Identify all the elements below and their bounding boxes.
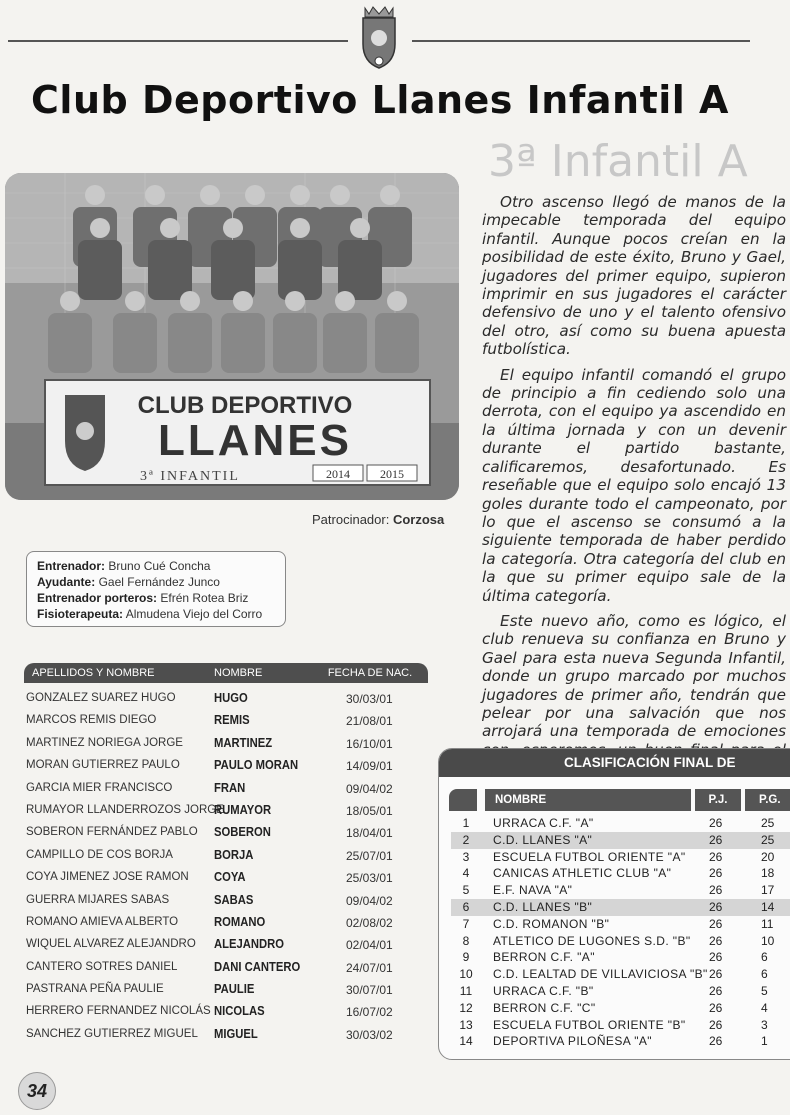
player-full-name: CAMPILLO DE COS BORJA xyxy=(26,848,173,861)
classification-row xyxy=(451,882,790,899)
team-name: CANICAS ATHLETIC CLUB "A" xyxy=(493,866,672,881)
roster-row xyxy=(26,800,426,822)
team-won: 25 xyxy=(761,816,775,830)
classification-title: CLASIFICACIÓN FINAL DE xyxy=(439,749,790,777)
player-short-name: BORJA xyxy=(214,847,254,862)
player-birth-date: 02/04/01 xyxy=(346,938,393,953)
page-title: Club Deportivo Llanes Infantil A xyxy=(31,78,729,122)
banner-season-b: 2015 xyxy=(380,467,404,481)
player-full-name: MARTINEZ NORIEGA JORGE xyxy=(26,736,183,749)
team-played: 26 xyxy=(709,916,723,931)
roster-row xyxy=(26,1001,426,1023)
player-figure-body xyxy=(48,313,92,373)
player-short-name: ALEJANDRO xyxy=(214,937,285,952)
player-figure-body xyxy=(338,240,382,300)
roster-header-full-name xyxy=(24,663,202,683)
classification-row xyxy=(451,949,790,966)
player-short-name: FRAN xyxy=(214,780,246,795)
player-birth-date: 16/07/02 xyxy=(346,1005,393,1020)
team-won: 1 xyxy=(761,1034,768,1049)
club-crest-icon xyxy=(355,4,403,70)
team-position: 7 xyxy=(462,916,470,931)
team-won: 6 xyxy=(761,967,768,982)
team-won: 20 xyxy=(761,849,775,864)
team-position: 6 xyxy=(462,899,470,914)
sponsor-label: Patrocinador: xyxy=(312,512,390,527)
classification-row xyxy=(451,899,790,916)
classification-row xyxy=(451,983,790,1000)
classification-row xyxy=(451,933,790,950)
team-name: BERRON C.F. "C" xyxy=(493,1000,596,1015)
player-figure-body xyxy=(148,240,192,300)
player-figure-body xyxy=(168,313,212,373)
roster-row xyxy=(26,733,426,755)
classification-header-pg-label: P.G. xyxy=(759,794,781,806)
player-full-name: GUERRA MIJARES SABAS xyxy=(26,893,170,906)
classification-header-name xyxy=(485,789,691,811)
intro-text xyxy=(482,193,786,785)
intro-paragraph-2: El equipo infantil comandó el grupo de principio a fin cediendo solo una derrota, con el equipo ya ascendido en la última jornada y con un devenir durante el partido bastante, calificaremos, desafortunado. Es reseñable que el equipo solo encajó 13 goles durante todo el campeonato, por lo que el ascenso se consumó a la siguiente temporada de haber perdido la categoría. Otra categoría del club en la que su primer equipo sale de la última categoría. xyxy=(482,365,786,605)
player-full-name: GARCIA MIER FRANCISCO xyxy=(26,781,173,794)
player-figure-head xyxy=(290,218,310,238)
player-short-name: REMIS xyxy=(214,713,250,728)
team-played: 26 xyxy=(709,983,723,998)
player-figure-head xyxy=(285,291,305,311)
classification-table xyxy=(451,815,790,1050)
roster-header-dob xyxy=(312,663,428,683)
staff-row xyxy=(37,574,279,590)
player-short-name: PAULO MORAN xyxy=(214,758,299,773)
team-name: BERRON C.F. "A" xyxy=(493,950,595,965)
team-position: 13 xyxy=(459,1017,473,1032)
team-name: DEPORTIVA PILOÑESA "A" xyxy=(493,1034,652,1049)
team-won: 18 xyxy=(761,866,775,881)
player-full-name: PASTRANA PEÑA PAULIE xyxy=(26,983,164,996)
player-short-name: ROMANO xyxy=(214,914,266,929)
team-won: 5 xyxy=(761,983,768,998)
banner-club-deportivo: CLUB DEPORTIVO xyxy=(137,392,353,419)
team-position: 5 xyxy=(462,883,470,898)
header-rule-left xyxy=(8,40,348,42)
player-figure-body xyxy=(375,313,419,373)
team-position: 14 xyxy=(459,1034,473,1049)
player-short-name: NICOLAS xyxy=(214,1004,265,1019)
player-birth-date: 25/03/01 xyxy=(346,871,393,886)
team-won: 6 xyxy=(761,950,768,965)
player-figure-head xyxy=(387,291,407,311)
player-short-name: HUGO xyxy=(214,691,248,705)
team-name: C.D. LLANES "A" xyxy=(493,832,593,847)
team-photo-illustration xyxy=(5,173,459,500)
roster-row xyxy=(26,755,426,777)
staff-role: Ayudante: xyxy=(37,575,96,589)
header-rule-right xyxy=(412,40,750,42)
player-figure-head xyxy=(145,185,165,205)
player-birth-date: 24/07/01 xyxy=(346,960,393,975)
player-birth-date: 18/04/01 xyxy=(346,826,393,841)
team-played: 26 xyxy=(709,1017,723,1032)
player-full-name: SOBERON FERNÁNDEZ PABLO xyxy=(26,826,198,839)
player-full-name: CANTERO SOTRES DANIEL xyxy=(26,960,178,973)
player-birth-date: 09/04/02 xyxy=(346,781,393,796)
classification-row xyxy=(451,916,790,933)
team-won: 25 xyxy=(761,832,775,847)
team-name: ESCUELA FUTBOL ORIENTE "B" xyxy=(493,1017,686,1032)
classification-header-name-label: NOMBRE xyxy=(495,794,547,806)
team-position: 2 xyxy=(462,832,470,847)
team-played: 26 xyxy=(709,816,723,830)
player-birth-date: 14/09/01 xyxy=(346,759,393,774)
player-figure-head xyxy=(330,185,350,205)
player-birth-date: 25/07/01 xyxy=(346,848,393,863)
staff-row xyxy=(37,606,279,622)
staff-name: Gael Fernández Junco xyxy=(98,575,220,589)
team-won: 10 xyxy=(761,933,775,948)
sponsor-line xyxy=(312,512,444,527)
team-name: URRACA C.F. "B" xyxy=(493,983,594,998)
team-won: 11 xyxy=(761,916,774,931)
player-figure-head xyxy=(245,185,265,205)
team-won: 3 xyxy=(761,1017,768,1032)
classification-header-pj-label: P.J. xyxy=(708,794,728,806)
player-figure-body xyxy=(113,313,157,373)
player-figure-body xyxy=(323,313,367,373)
player-birth-date: 30/03/01 xyxy=(346,692,393,706)
player-full-name: ROMANO AMIEVA ALBERTO xyxy=(26,915,179,928)
classification-box xyxy=(438,748,790,1060)
player-figure-head xyxy=(290,185,310,205)
roster-header-name xyxy=(200,663,320,683)
banner-llanes: LLANES xyxy=(158,416,352,465)
classification-row xyxy=(451,849,790,866)
roster-row xyxy=(26,957,426,979)
classification-header-pos xyxy=(449,789,477,811)
player-birth-date: 02/08/02 xyxy=(346,915,393,930)
team-position: 11 xyxy=(459,983,473,998)
player-figure-head xyxy=(200,185,220,205)
roster-row xyxy=(26,934,426,956)
classification-row xyxy=(451,865,790,882)
player-figure-head xyxy=(160,218,180,238)
team-played: 26 xyxy=(709,1000,723,1015)
player-short-name: RUMAYOR xyxy=(214,802,272,817)
classification-row xyxy=(451,1033,790,1050)
player-figure-body xyxy=(273,313,317,373)
banner-infantil: 3ª INFANTIL xyxy=(140,469,240,484)
roster-row xyxy=(26,867,426,889)
team-position: 3 xyxy=(462,849,470,864)
staff-row xyxy=(37,590,279,606)
team-position: 9 xyxy=(462,950,470,965)
player-figure-head xyxy=(60,291,80,311)
team-won: 17 xyxy=(761,883,775,898)
team-name: ESCUELA FUTBOL ORIENTE "A" xyxy=(493,849,686,864)
player-short-name: MIGUEL xyxy=(214,1026,258,1041)
player-short-name: COYA xyxy=(214,870,246,885)
classification-row xyxy=(451,1000,790,1017)
team-name: URRACA C.F. "A" xyxy=(493,816,594,830)
player-birth-date: 21/08/01 xyxy=(346,714,393,729)
player-figure-head xyxy=(380,185,400,205)
staff-role: Entrenador porteros: xyxy=(37,591,158,605)
staff-row xyxy=(37,558,279,574)
roster-row xyxy=(26,912,426,934)
team-photo xyxy=(5,173,459,500)
roster-header-name-label: NOMBRE xyxy=(214,667,263,679)
roster-row xyxy=(26,890,426,912)
team-position: 1 xyxy=(462,816,470,830)
player-figure-body xyxy=(278,240,322,300)
staff-role: Fisioterapeuta: xyxy=(37,607,124,621)
team-played: 26 xyxy=(709,933,723,948)
player-full-name: GONZALEZ SUAREZ HUGO xyxy=(26,692,176,704)
sponsor-name: Corzosa xyxy=(392,512,445,527)
staff-name: Almudena Viejo del Corro xyxy=(125,607,263,621)
team-name: ATLETICO DE LUGONES S.D. "B" xyxy=(493,933,691,948)
player-figure-head xyxy=(223,218,243,238)
player-full-name: SANCHEZ GUTIERREZ MIGUEL xyxy=(26,1027,198,1040)
player-figure-body xyxy=(78,240,122,300)
roster-row xyxy=(26,778,426,800)
player-birth-date: 30/03/02 xyxy=(346,1027,393,1042)
staff-name: Bruno Cué Concha xyxy=(108,559,211,573)
player-figure-head xyxy=(350,218,370,238)
player-figure-body xyxy=(211,240,255,300)
team-played: 26 xyxy=(709,899,723,914)
player-figure-head xyxy=(233,291,253,311)
player-figure-body xyxy=(221,313,265,373)
team-position: 12 xyxy=(459,1000,473,1015)
player-short-name: SOBERON xyxy=(214,825,271,840)
team-played: 26 xyxy=(709,1034,723,1049)
classification-row xyxy=(451,815,790,832)
roster-row xyxy=(26,1024,426,1046)
player-short-name: SABAS xyxy=(214,892,254,907)
player-short-name: PAULIE xyxy=(214,982,255,997)
team-played: 26 xyxy=(709,849,723,864)
player-short-name: MARTINEZ xyxy=(214,735,273,750)
roster-header-dob-label: FECHA DE NAC. xyxy=(327,667,413,679)
team-position: 4 xyxy=(462,866,470,881)
staff-role: Entrenador: xyxy=(37,559,106,573)
player-figure-head xyxy=(90,218,110,238)
team-position: 8 xyxy=(462,933,470,948)
player-figure-head xyxy=(125,291,145,311)
player-figure-head xyxy=(180,291,200,311)
roster-header-full-name-label: APELLIDOS Y NOMBRE xyxy=(32,667,155,679)
player-figure-head xyxy=(335,291,355,311)
team-won: 14 xyxy=(761,899,775,914)
banner-season-a: 2014 xyxy=(326,467,350,481)
team-name: E.F. NAVA "A" xyxy=(493,883,573,898)
team-name: C.D. LEALTAD DE VILLAVICIOSA "B" xyxy=(493,967,708,982)
team-won: 4 xyxy=(761,1000,768,1015)
roster-row xyxy=(26,979,426,1001)
team-played: 26 xyxy=(709,883,723,898)
classification-row xyxy=(451,1017,790,1034)
team-played: 26 xyxy=(709,832,723,847)
roster-row xyxy=(26,845,426,867)
player-short-name: DANI CANTERO xyxy=(214,959,301,974)
player-full-name: MORAN GUTIERREZ PAULO xyxy=(26,759,180,772)
staff-name: Efrén Rotea Briz xyxy=(160,591,249,605)
team-name: C.D. LLANES "B" xyxy=(493,899,593,914)
page-number: 34 xyxy=(18,1072,56,1110)
intro-paragraph-1: Otro ascenso llegó de manos de la impecable temporada del equipo infantil. Aunque pocos creían en la posibilidad de este éxito, Bruno y Gael, jugadores del primer equipo, supieron imprimir en sus jugadores el carácter defensivo de uno y el talento ofensivo del otro, así como su buena apuesta futbolística. xyxy=(482,193,786,359)
classification-header-pj xyxy=(695,789,741,811)
team-played: 26 xyxy=(709,967,723,982)
player-birth-date: 18/05/01 xyxy=(346,803,393,818)
intro-paragraph-3: Este nuevo año, como es lógico, el club renueva su confianza en Bruno y Gael para esta nueva Segunda Infantil, donde un grupo marcado por muchos jugadores de primer año, tendrán que pelear por una salvación que nos arrojará una temporada de emociones xyxy=(482,611,786,741)
player-birth-date: 30/07/01 xyxy=(346,983,393,998)
team-position: 10 xyxy=(459,967,473,982)
roster-row xyxy=(26,688,426,710)
classification-row xyxy=(451,832,790,849)
category-heading: 3ª Infantil A xyxy=(488,136,748,187)
player-figure-head xyxy=(85,185,105,205)
roster-table xyxy=(26,688,426,1046)
player-full-name: WIQUEL ALVAREZ ALEJANDRO xyxy=(26,938,196,951)
team-name: C.D. ROMANON "B" xyxy=(493,916,610,931)
player-full-name: MARCOS REMIS DIEGO xyxy=(26,714,157,727)
team-played: 26 xyxy=(709,950,723,965)
roster-row xyxy=(26,822,426,844)
player-birth-date: 16/10/01 xyxy=(346,736,393,751)
roster-row xyxy=(26,710,426,732)
player-full-name: RUMAYOR LLANDERROZOS JORGE xyxy=(26,803,224,816)
player-full-name: HERRERO FERNANDEZ NICOLÁS xyxy=(26,1005,211,1018)
classification-header-pg xyxy=(745,789,790,811)
player-full-name: COYA JIMENEZ JOSE RAMON xyxy=(26,871,189,884)
classification-row xyxy=(451,966,790,983)
team-played: 26 xyxy=(709,866,723,881)
staff-box xyxy=(26,551,286,627)
player-birth-date: 09/04/02 xyxy=(346,893,393,908)
